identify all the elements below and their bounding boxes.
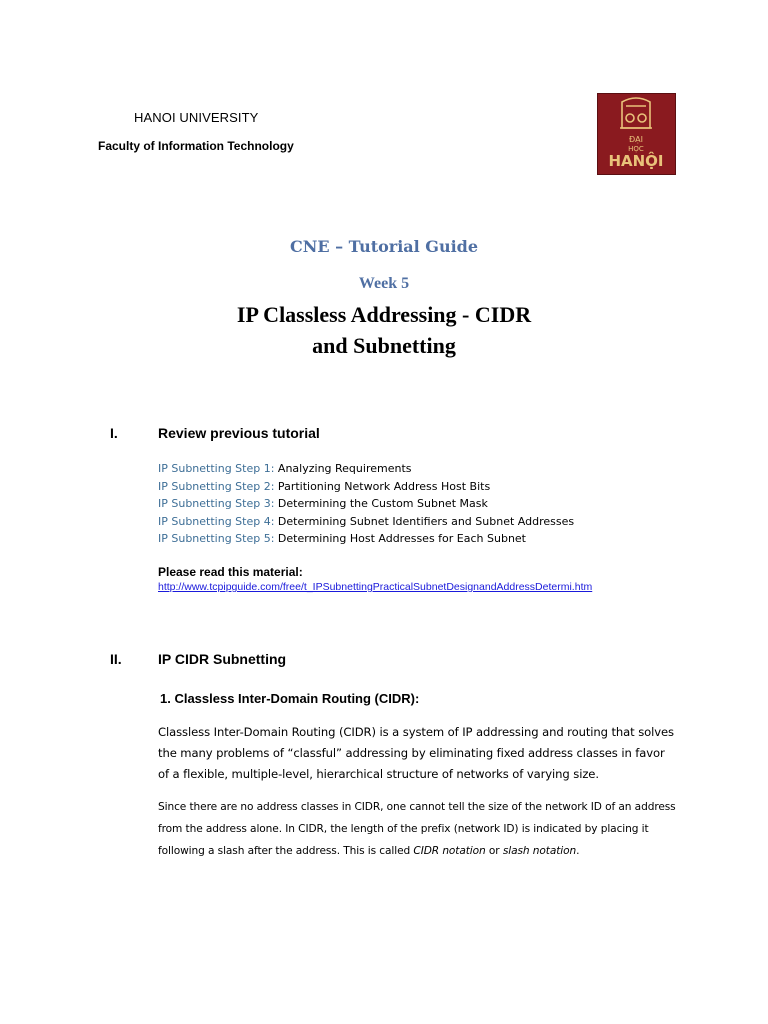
para2-text: . <box>576 845 580 857</box>
list-item <box>158 513 574 531</box>
tcpipguide-link[interactable]: http://www.tcpipguide.com/free/t_IPSubnettingPracticalSubnetDesignandAddressDetermi.htm <box>158 581 593 593</box>
list-item <box>158 478 574 496</box>
subnetting-steps-list <box>158 460 574 548</box>
list-item <box>158 495 574 513</box>
step-text: Determining Subnet Identifiers and Subnet Addresses <box>274 514 575 528</box>
week-label: Week 5 <box>358 275 410 292</box>
step-label: IP Subnetting Step 1: <box>158 462 275 475</box>
list-item <box>158 460 574 478</box>
list-item <box>158 530 574 548</box>
guide-title: CNE – Tutorial Guide <box>289 237 479 256</box>
para2-text: Since there are no address classes in CIDR, one cannot tell the size of the network ID of an address from the address alone. In CIDR, the length of the prefix (network ID) is indicated by placing it following a slash after the address. This is called <box>158 801 676 857</box>
faculty-name: Faculty of Information Technology <box>98 139 294 153</box>
page-title <box>0 299 768 361</box>
step-text: Determining the Custom Subnet Mask <box>274 497 488 511</box>
para2-text: or <box>485 845 503 857</box>
step-label: IP Subnetting Step 2: <box>158 479 275 493</box>
step-text: Determining Host Addresses for Each Subnet <box>274 532 526 546</box>
logo-text-1: ĐẠI <box>628 135 644 144</box>
step-label: IP Subnetting Step 3: <box>158 497 275 511</box>
step-text: Partitioning Network Address Host Bits <box>274 479 491 493</box>
please-read-label: Please read this material: <box>158 565 303 579</box>
section-1-heading: Review previous tutorial <box>158 425 320 441</box>
page-title-line2: and Subnetting <box>312 333 456 358</box>
para2-slash-notation: slash notation <box>502 845 577 857</box>
university-logo <box>597 93 676 175</box>
university-name: HANOI UNIVERSITY <box>134 110 259 125</box>
step-text: Analyzing Requirements <box>274 462 412 475</box>
section-2-heading: IP CIDR Subnetting <box>158 651 287 667</box>
step-label: IP Subnetting Step 5: <box>158 532 275 546</box>
logo-text-2: HỌC <box>628 145 644 153</box>
subsection-1-heading: 1. Classless Inter-Domain Routing (CIDR): <box>160 691 420 706</box>
cidr-paragraph-1: Classless Inter-Domain Routing (CIDR) is a system of IP addressing and routing that solves the many problems of “classful” addressing by eliminating fixed address classes in favor of a flexible, multiple-level, hierarchical structure of networks of varying size. <box>158 725 674 781</box>
logo-text-3: HANỘI <box>608 152 664 170</box>
page-title-line1: IP Classless Addressing - CIDR <box>236 302 532 327</box>
cidr-paragraph-2 <box>158 796 678 862</box>
step-label: IP Subnetting Step 4: <box>158 514 275 528</box>
section-2-number: II. <box>110 651 122 667</box>
section-1-number: I. <box>110 425 118 441</box>
para2-cidr-notation: CIDR notation <box>413 845 486 857</box>
